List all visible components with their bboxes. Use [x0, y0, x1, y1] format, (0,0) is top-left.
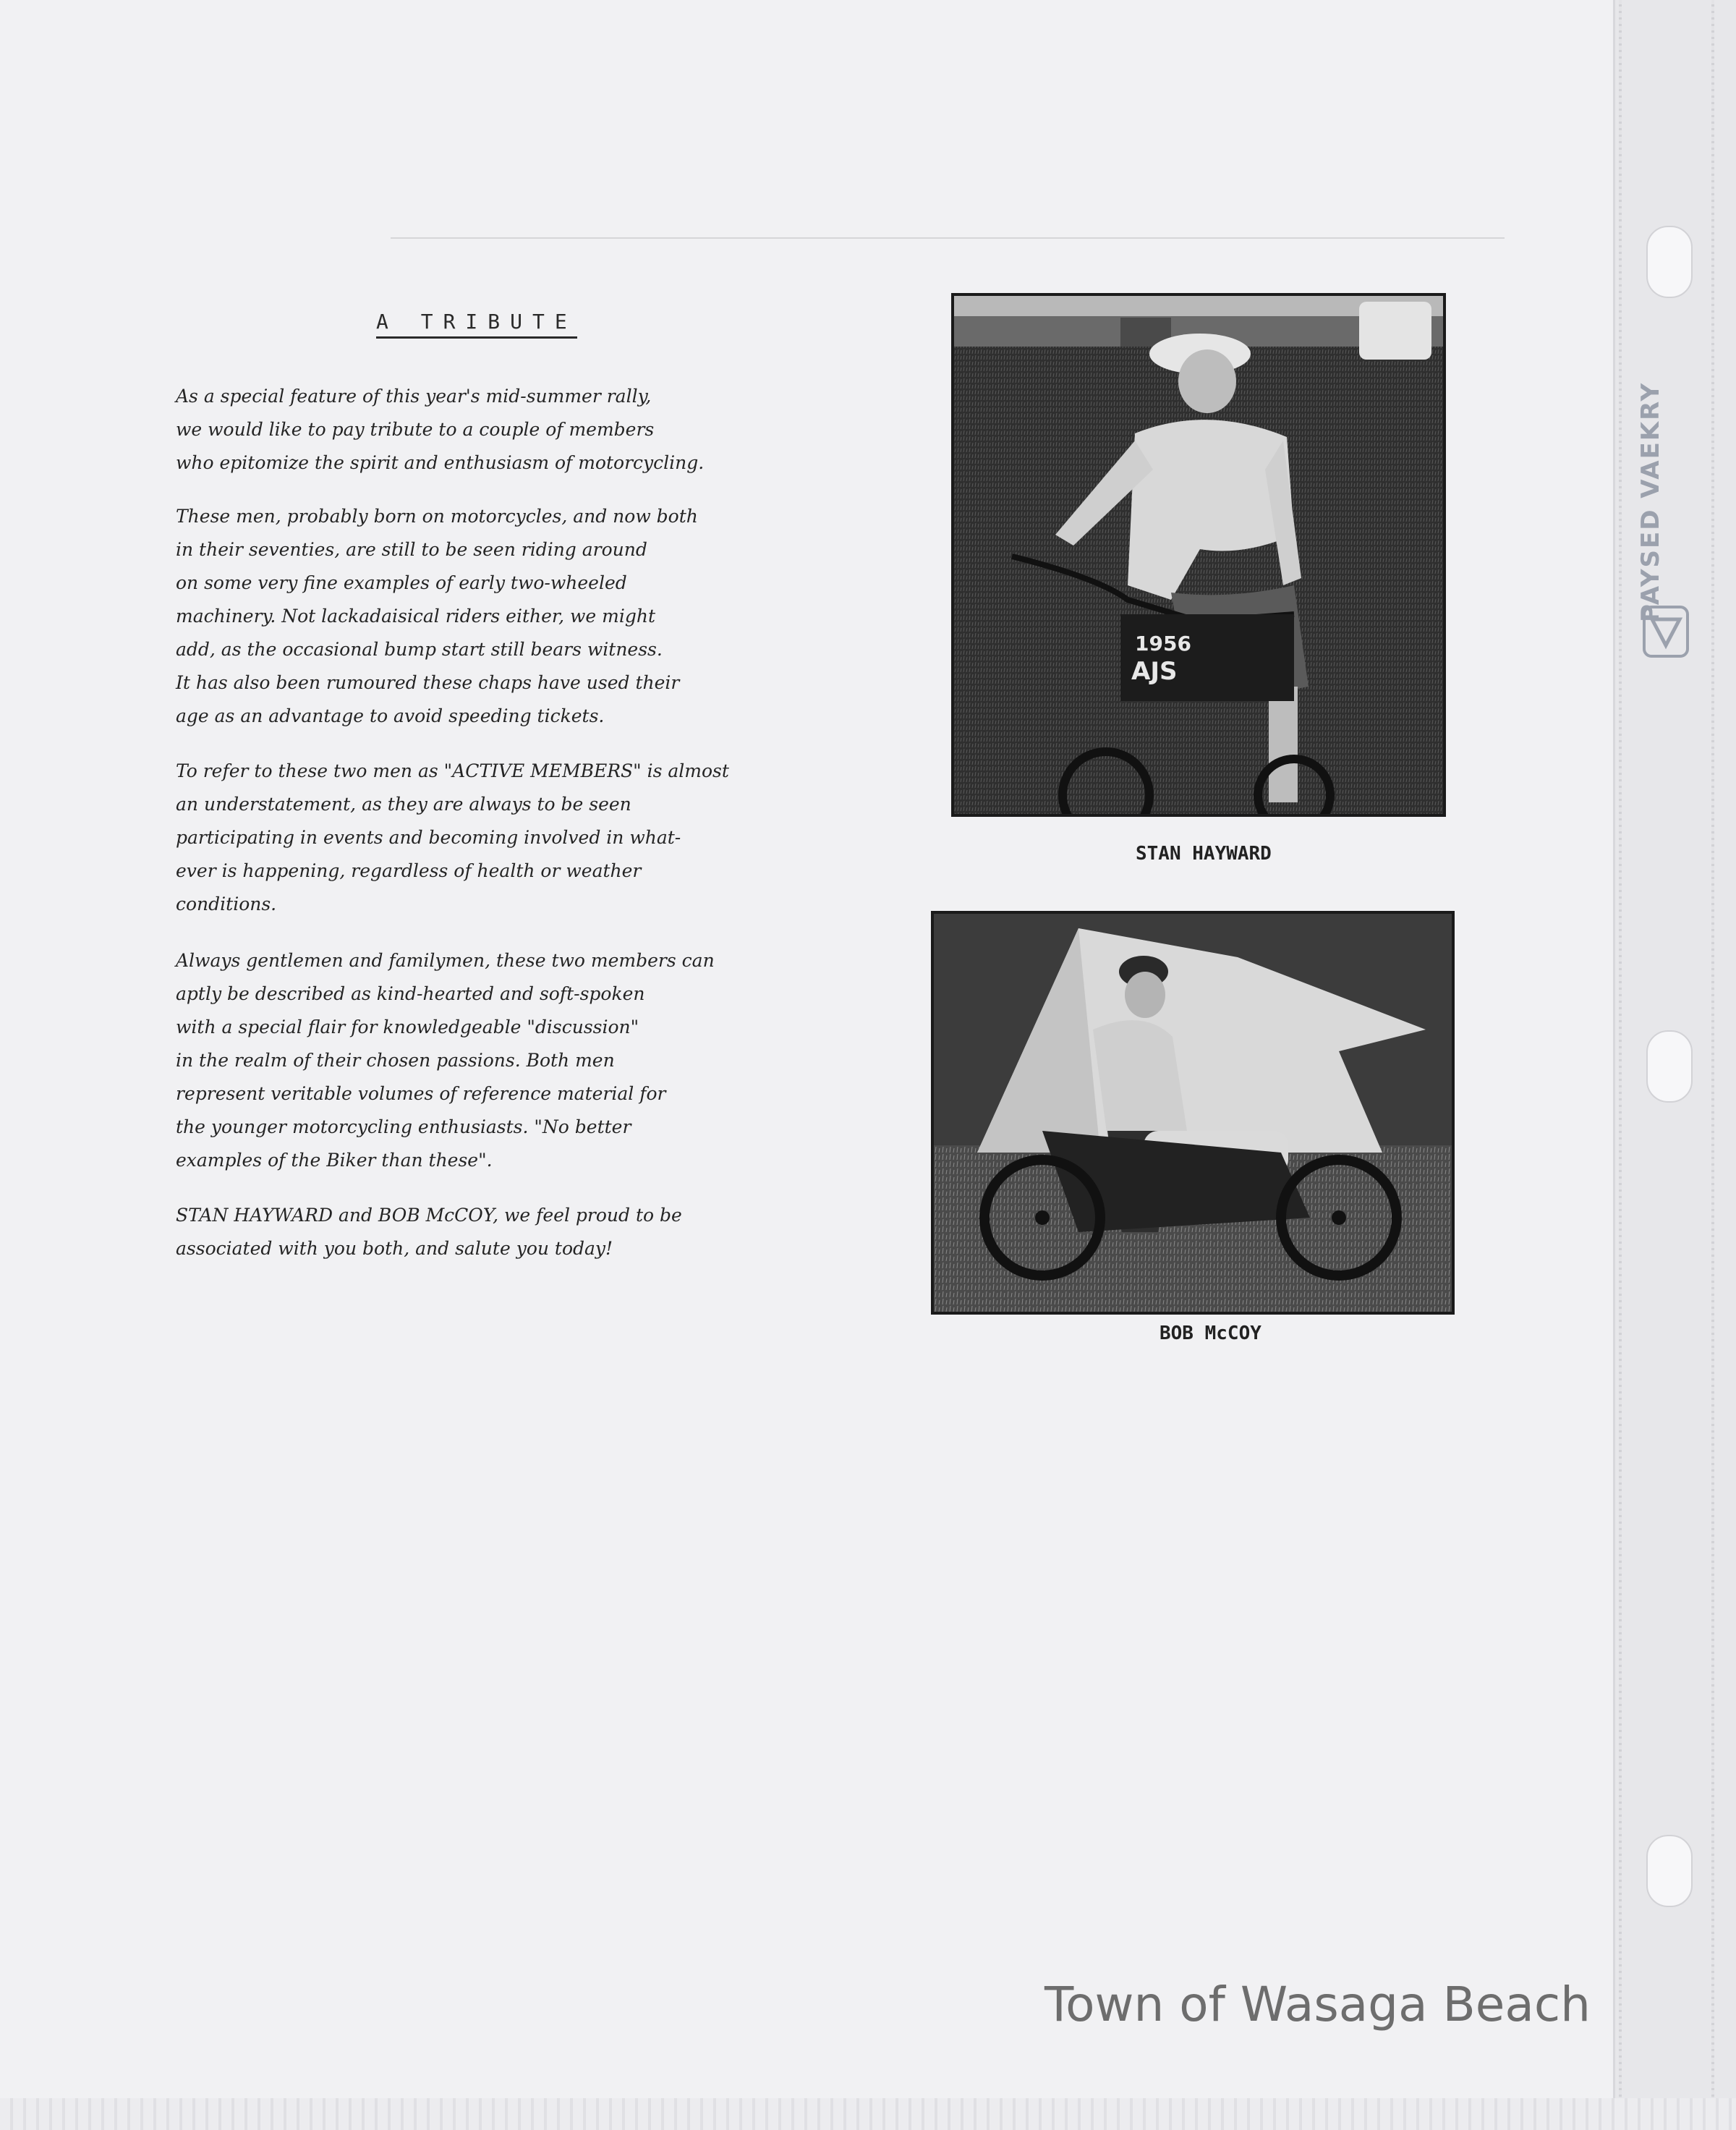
binder-hole: [1646, 1030, 1693, 1103]
binder-hole: [1646, 1835, 1693, 1907]
text-line: ever is happening, regardless of health or weather: [176, 860, 642, 881]
sleeve-bottom-edge: [0, 2098, 1736, 2130]
watermark-text: Town of Wasaga Beach: [1044, 1977, 1591, 2032]
photo-bob-mccoy: [931, 911, 1455, 1315]
text-line: machinery. Not lackadaisical riders either, we might: [176, 606, 656, 627]
plate-make: AJS: [1131, 657, 1178, 686]
paragraph-active-members: [176, 755, 812, 921]
text-line: Always gentlemen and familymen, these two members can: [176, 950, 715, 971]
sleeve-rib: [1711, 0, 1714, 2130]
paragraph-salute: [176, 1199, 812, 1265]
text-line: who epitomize the spirit and enthusiasm of motorcycling.: [176, 452, 705, 473]
photo-stan-hayward: [951, 293, 1446, 817]
text-line: aptly be described as kind-hearted and soft-spoken: [176, 983, 645, 1004]
text-line: represent veritable volumes of reference material for: [176, 1083, 666, 1104]
paragraph-seventies: [176, 500, 812, 733]
fold-line: [391, 237, 1505, 239]
text-line: To refer to these two men as "ACTIVE MEMBERS" is almost: [176, 760, 729, 781]
text-line: It has also been rumoured these chaps have used their: [176, 672, 680, 693]
text-line: STAN HAYWARD and BOB McCOY, we feel proud to be: [176, 1205, 682, 1226]
tribute-title: A TRIBUTE: [376, 310, 577, 339]
caption-bob-mccoy: BOB McCOY: [1160, 1323, 1261, 1344]
text-line: These men, probably born on motorcycles, and now both: [176, 506, 698, 527]
stan-hayward-photo-image: [954, 296, 1443, 814]
text-line: As a special feature of this year's mid-summer rally,: [176, 386, 652, 407]
paragraph-gentlemen: [176, 944, 812, 1177]
paragraph-intro: [176, 380, 812, 480]
text-line: examples of the Biker than these".: [176, 1150, 493, 1171]
text-line: on some very fine examples of early two-wheeled: [176, 572, 627, 593]
sleeve-rib: [1619, 0, 1622, 2130]
plate-year: 1956: [1135, 632, 1191, 655]
sleeve-brand-logo-icon: [1642, 605, 1690, 658]
text-line: an understatement, as they are always to be seen: [176, 794, 631, 815]
text-line: add, as the occasional bump start still bears witness.: [176, 639, 663, 660]
text-line: with a special flair for knowledgeable "discussion": [176, 1017, 639, 1038]
text-line: we would like to pay tribute to a couple of members: [176, 419, 655, 440]
text-line: in their seventies, are still to be seen riding around: [176, 539, 647, 560]
text-line: the younger motorcycling enthusiasts. "No better: [176, 1116, 631, 1137]
caption-stan-hayward: STAN HAYWARD: [1136, 843, 1272, 865]
text-line: age as an advantage to avoid speeding tickets.: [176, 705, 605, 726]
bob-mccoy-photo-image: [934, 914, 1452, 1312]
text-line: conditions.: [176, 894, 277, 915]
text-line: associated with you both, and salute you today!: [176, 1238, 613, 1259]
binder-hole: [1646, 226, 1693, 298]
sleeve-brand-text: PAYSED VAEKRY: [1636, 381, 1665, 622]
text-line: in the realm of their chosen passions. Both men: [176, 1050, 615, 1071]
text-line: participating in events and becoming involved in what-: [176, 827, 681, 848]
